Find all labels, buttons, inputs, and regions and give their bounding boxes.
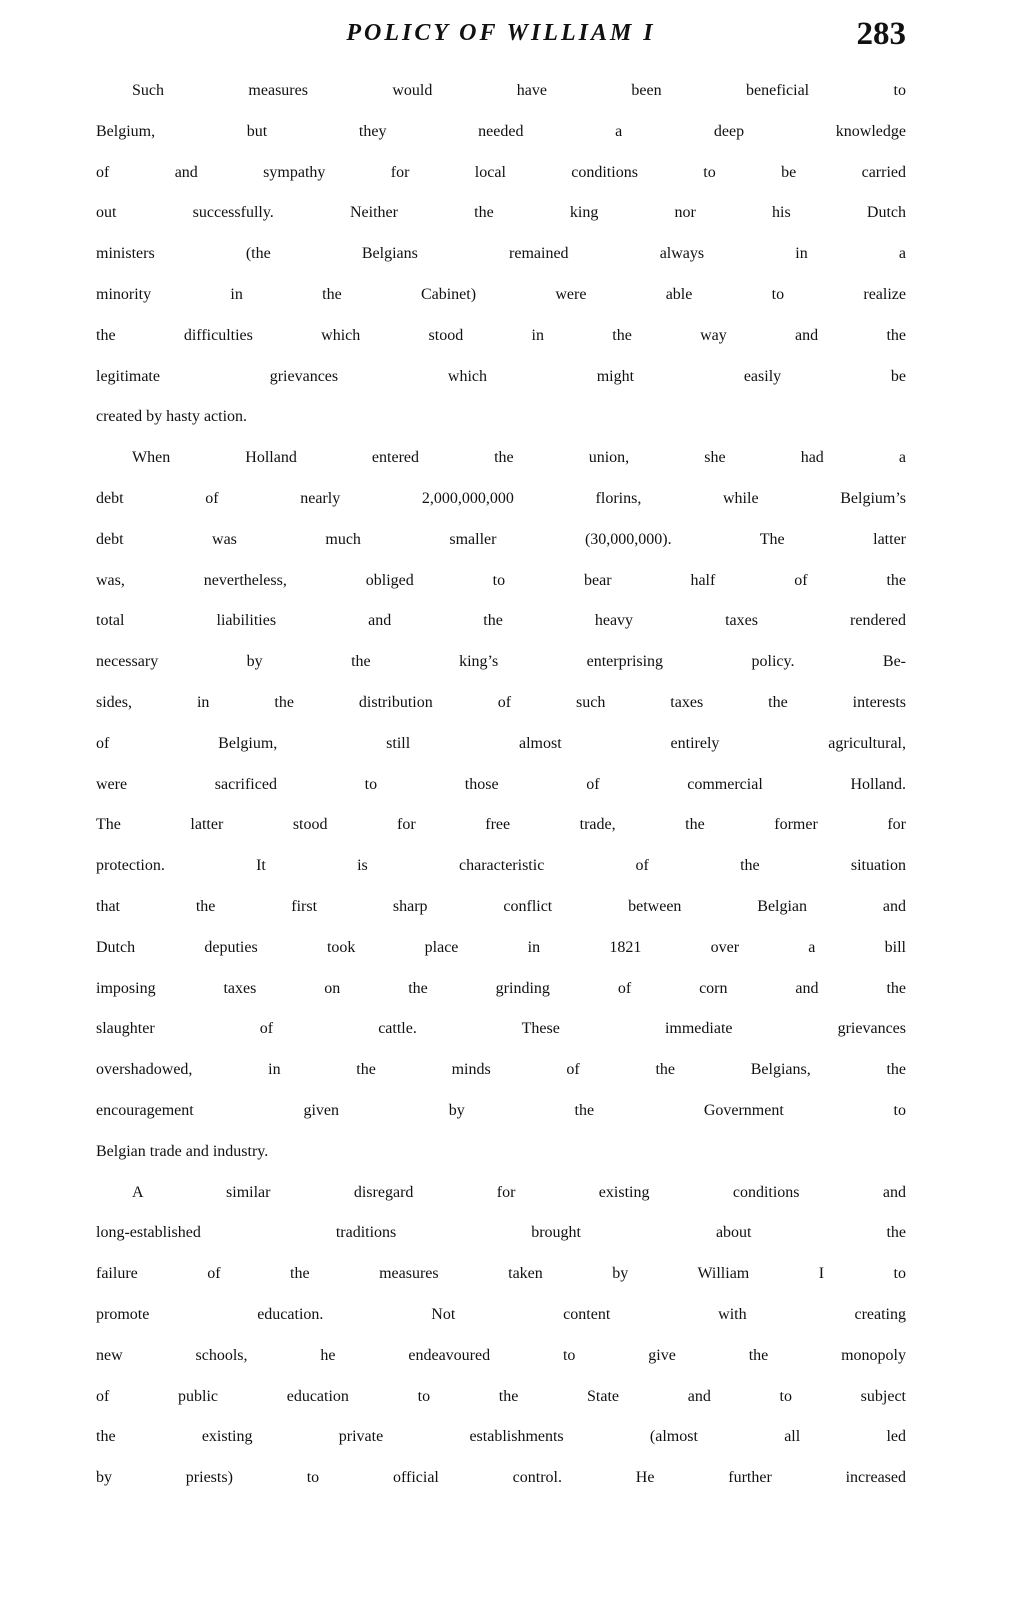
- text-line: long-established traditions brought about the: [96, 1224, 906, 1242]
- paragraph-2: [96, 449, 906, 1183]
- text-line: ministers (the Belgians remained always in a: [96, 245, 906, 263]
- text-line: the difficulties which stood in the way and the: [96, 326, 906, 344]
- text-line: Belgian trade and industry.: [96, 1142, 269, 1160]
- paragraph-1: [96, 82, 906, 449]
- text-line: debt was much smaller (30,000,000). The latter: [96, 530, 906, 548]
- text-line: total liabilities and the heavy taxes rendered: [96, 612, 906, 630]
- text-line: Such measures would have been beneficial to: [132, 82, 906, 99]
- text-line: encouragement given by the Government to: [96, 1101, 906, 1119]
- text-line: that the first sharp conflict between Belgian and: [96, 897, 906, 915]
- text-line: The latter stood for free trade, the former for: [96, 816, 906, 834]
- text-line: Belgium, but they needed a deep knowledge: [96, 122, 906, 140]
- page-number: 283: [856, 16, 906, 52]
- text-line: new schools, he endeavoured to give the monopoly: [96, 1346, 906, 1364]
- paragraph-3: [96, 1184, 906, 1510]
- text-line: by priests) to official control. He further increased: [96, 1469, 906, 1487]
- text-line: necessary by the king’s enterprising policy. Be-: [96, 653, 906, 671]
- text-line: imposing taxes on the grinding of corn and the: [96, 979, 906, 997]
- text-line: legitimate grievances which might easily be: [96, 367, 906, 385]
- text-line: was, nevertheless, obliged to bear half of the: [96, 571, 906, 589]
- text-line: failure of the measures taken by William I to: [96, 1265, 906, 1283]
- text-line: sides, in the distribution of such taxes the interests: [96, 693, 906, 711]
- text-line: When Holland entered the union, she had a: [132, 449, 906, 467]
- text-line: out successfully. Neither the king nor his Dutch: [96, 204, 906, 222]
- text-line: minority in the Cabinet) were able to realize: [96, 285, 906, 303]
- text-line: of and sympathy for local conditions to be carried: [96, 163, 906, 181]
- text-line: protection. It is characteristic of the situation: [96, 857, 906, 875]
- text-line: Dutch deputies took place in 1821 over a bill: [96, 938, 906, 956]
- text-line: of public education to the State and to subject: [96, 1387, 906, 1405]
- body-text: [96, 82, 906, 1510]
- text-line: were sacrificed to those of commercial Holland.: [96, 775, 906, 793]
- text-line: promote education. Not content with creating: [96, 1305, 906, 1323]
- text-line: overshadowed, in the minds of the Belgians, the: [96, 1061, 906, 1079]
- text-line: A similar disregard for existing conditions and: [132, 1183, 906, 1201]
- text-line: the existing private establishments (almost all led: [96, 1428, 906, 1446]
- text-line: created by hasty action.: [96, 408, 248, 426]
- text-line: slaughter of cattle. These immediate grievances: [96, 1020, 906, 1038]
- text-line: debt of nearly 2,000,000,000 florins, while Belgium’s: [96, 489, 906, 507]
- running-head: [96, 16, 906, 56]
- text-line: of Belgium, still almost entirely agricultural,: [96, 734, 906, 752]
- running-title: POLICY OF WILLIAM I: [346, 20, 656, 46]
